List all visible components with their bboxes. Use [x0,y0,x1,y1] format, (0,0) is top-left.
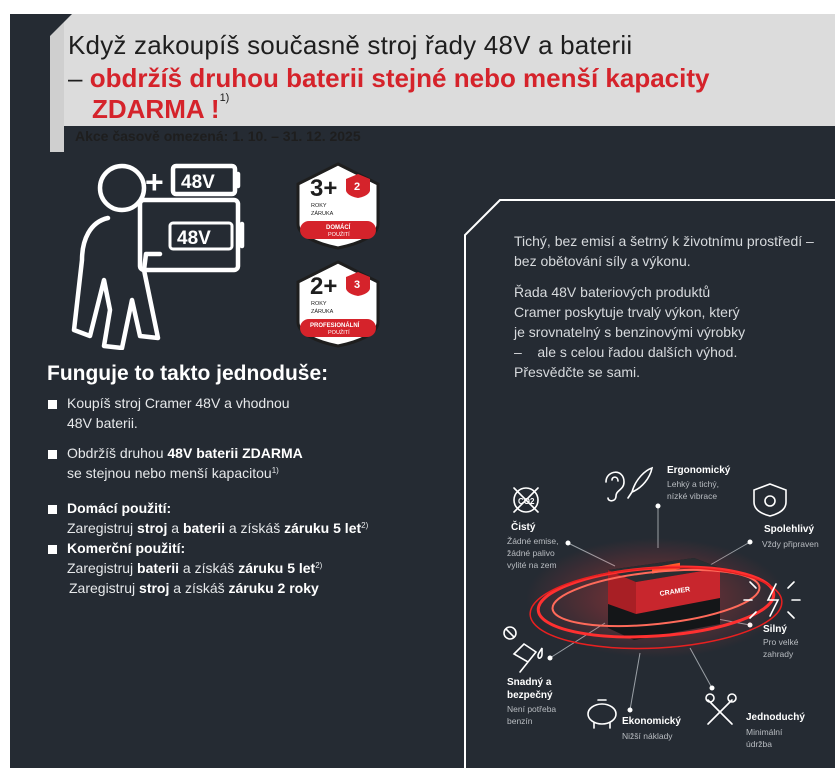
easy-title-1: Snadný a [507,677,552,688]
easy-sub-1: Není potřeba [507,704,557,714]
svg-text:DOMÁCÍ: DOMÁCÍ [326,225,351,231]
top-margin [0,0,835,14]
strong-sub-1: Pro velké [763,637,799,647]
ergonomic-sub-2: nízké vibrace [667,491,718,501]
promo-date: Akce časově omezená: 1. 10. – 31. 12. 2025 [75,128,361,144]
feature-simple-title: Jednoduchý [746,712,805,723]
shield-icon [754,484,786,516]
step-3 [67,498,368,538]
home-use-t6: záruku 5 let [284,520,362,536]
home-use-title: Domácí použití: [67,500,172,516]
step-2-bold: 48V baterii ZDARMA [167,445,303,461]
description-paragraph-1: Tichý, bez emisí a šetrný k životnímu prostředí – bez obětování síly a výkonu. [514,233,814,269]
description-paragraph-2 [514,282,814,382]
svg-text:PROFESIONÁLNÍ: PROFESIONÁLNÍ [310,323,360,329]
feature-strong-sub [763,636,798,660]
clean-sub-1: Žádné emise, [507,536,559,546]
desc-line-3: je srovnatelný s benzinovými výrobky [514,324,746,340]
header-line-2 [68,63,710,94]
desc-line-2: Cramer poskytuje trvalý výkon, který [514,304,740,320]
wrench-screwdriver-icon [706,694,736,724]
battery-brand-label: CRAMER [659,586,691,598]
clean-sub-3: vylité na zem [507,560,557,570]
co2-icon-label: CO2 [518,497,535,506]
header-footnote: 1) [219,92,230,104]
benefits-description [514,231,814,393]
desc-line-4: – ale s celou řadou dalších výhod. [514,344,738,360]
svg-text:3+: 3+ [310,175,338,202]
header-line-3 [92,94,229,125]
feature-economic-sub: Nižší náklady [622,731,673,741]
svg-text:ROKY: ROKY [311,301,327,307]
step-2 [67,443,303,483]
step-2-text: Obdržíš druhou [67,445,168,461]
simple-sub-2: údržba [746,739,772,749]
desc-line-5: Přesvědčte se sami. [514,364,641,380]
feature-reliable-sub: Vždy připraven [762,539,819,549]
step-1 [67,393,290,433]
svg-text:ZÁRUKA: ZÁRUKA [311,211,334,217]
bullet-2 [48,450,57,459]
left-margin [0,0,10,768]
bullet-1 [48,400,57,409]
feature-ergonomic-title: Ergonomický [667,465,731,476]
svg-text:ROKY: ROKY [311,203,327,209]
svg-text:POUŽITÍ: POUŽITÍ [328,232,350,238]
step-2-footnote: 1) [271,466,279,475]
header-free: ZDARMA ! [92,94,220,124]
clean-sub-2: žádné palivo [507,548,555,558]
feature-clean-title: Čistý [511,522,536,533]
step-1-line-2: 48V baterii. [67,415,138,431]
feature-simple-sub [746,726,782,750]
commercial-t8: záruku 2 roky [228,580,319,596]
header-line-1: Když zakoupíš současně stroj řady 48V a baterii [68,30,633,60]
commercial-use-title: Komerční použití: [67,540,186,556]
simple-sub-1: Minimální [746,727,783,737]
person-carrying-batteries-icon [60,160,290,350]
warranty-badge-professional [298,262,378,346]
commercial-t5: Zaregistruj [69,580,140,596]
commercial-t3: a získáš [179,560,239,576]
feature-reliable-title: Spolehlivý [764,524,815,535]
plus-sign: + [145,164,164,200]
commercial-t1: Zaregistruj [67,560,138,576]
battery-label-top: 48V [181,172,215,193]
home-use-t4: baterii [182,520,225,536]
commercial-t2: baterii [137,560,180,576]
feature-ergonomic-sub [667,478,719,502]
warranty-badge-home [298,164,378,248]
step-2-line-2: se stejnou nebo menší kapacitou [67,465,272,481]
ergonomic-sub-1: Lehký a tichý, [667,479,719,489]
svg-text:3: 3 [354,279,361,291]
home-use-t5: a získáš [224,520,285,536]
commercial-t7: a získáš [169,580,229,596]
ear-feather-icon [606,468,652,501]
step-1-line-1: Koupíš stroj Cramer 48V a vhodnou [67,395,290,411]
commercial-footnote: 2) [315,561,323,570]
battery-label-main: 48V [177,228,211,249]
feature-easy-sub [507,703,556,727]
home-use-footnote: 2) [361,521,369,530]
step-4 [67,538,322,598]
home-use-t3: a [167,520,183,536]
desc-line-1: Řada 48V bateriových produktů [514,284,711,300]
feature-economic-title: Ekonomický [622,716,681,727]
header-dash: – [68,63,90,93]
svg-text:2: 2 [354,181,361,193]
svg-text:2+: 2+ [310,273,338,300]
feature-strong-title: Silný [763,624,787,635]
strong-sub-2: zahrady [763,649,794,659]
bullet-4 [48,545,57,554]
steps-title: Funguje to takto jednoduše: [47,362,329,385]
feature-easy-title [507,676,553,702]
header-offer: obdržíš druhou baterii stejné nebo menší kapacity [89,63,710,93]
fuel-nozzle-icon [504,627,542,672]
svg-text:ZÁRUKA: ZÁRUKA [311,309,334,315]
feature-clean-sub [507,535,559,571]
warranty-badges [296,162,386,352]
easy-sub-2: benzín [507,716,533,726]
easy-title-2: bezpečný [507,690,553,701]
svg-text:POUŽITÍ: POUŽITÍ [328,330,350,336]
commercial-t4: záruku 5 let [238,560,316,576]
home-use-t2: stroj [137,520,168,536]
home-use-t1: Zaregistruj [67,520,138,536]
commercial-t6: stroj [139,580,170,596]
piggy-bank-icon [588,700,616,728]
bullet-3 [48,505,57,514]
